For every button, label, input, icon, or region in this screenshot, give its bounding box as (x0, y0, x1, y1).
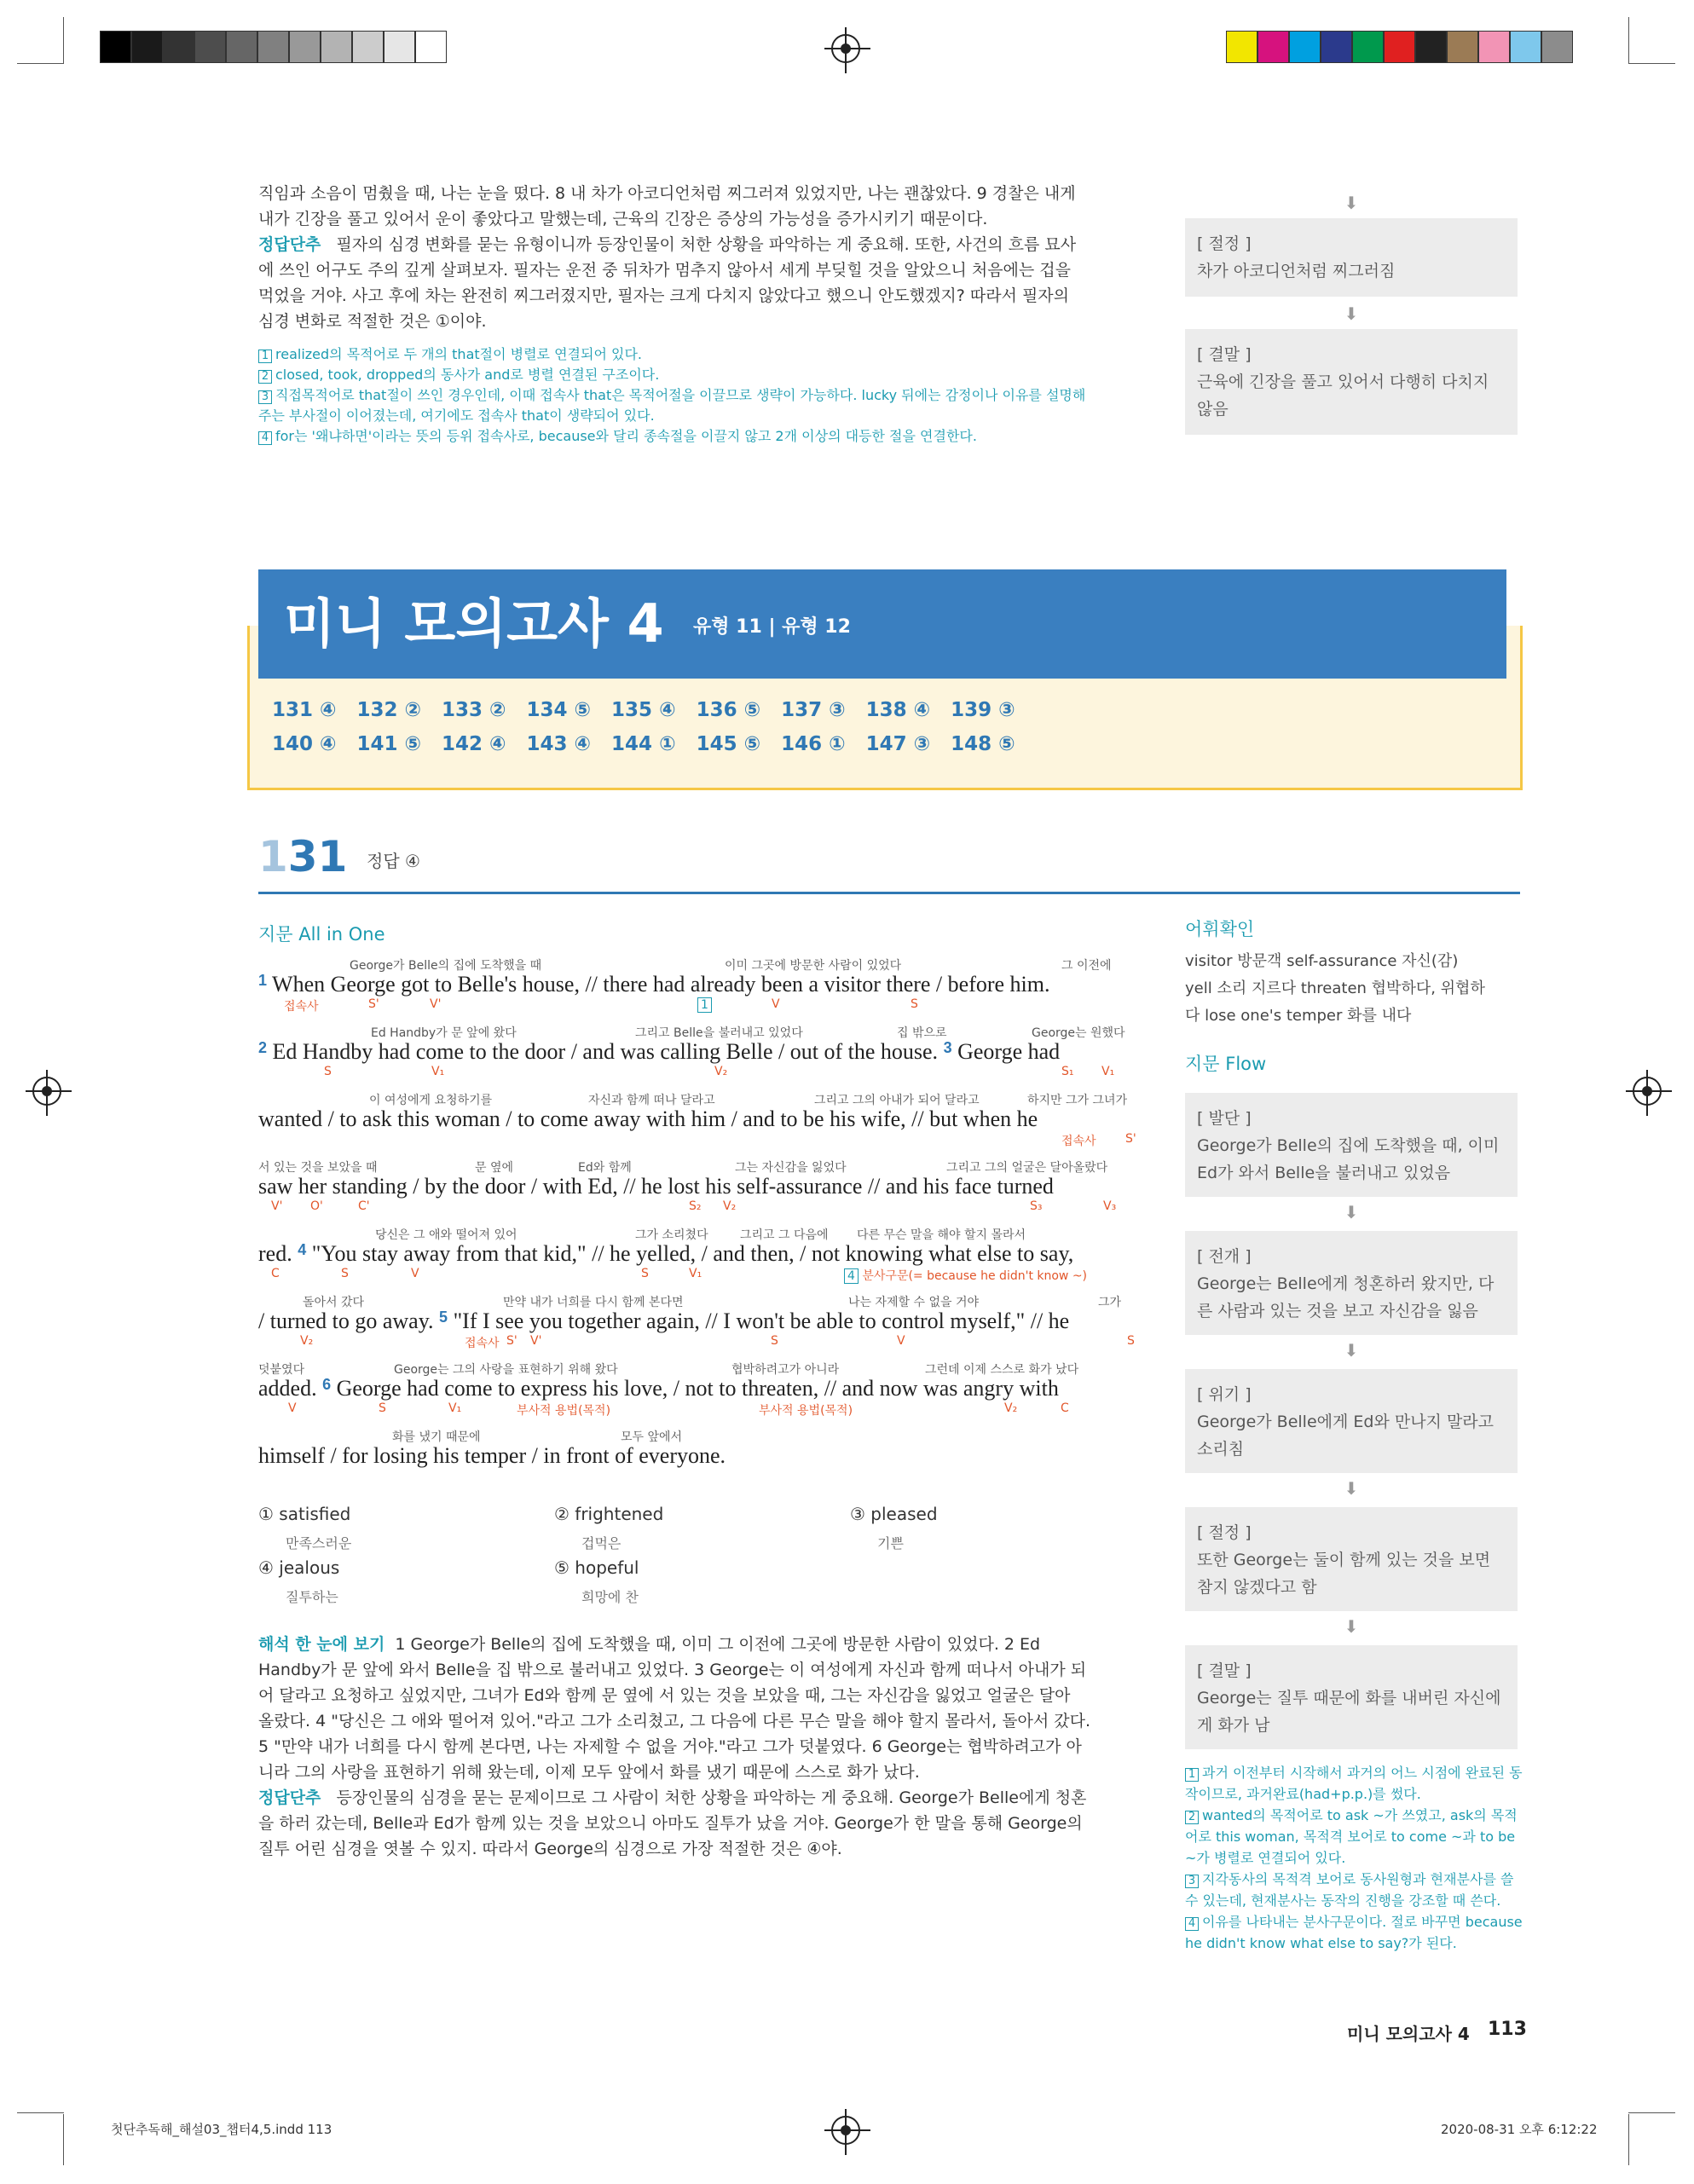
gloss: 나는 자제할 수 없을 거야 (848, 1296, 980, 1309)
grammar-tag: S (379, 1401, 386, 1415)
vocab-title: 어휘확인 (1185, 919, 1255, 939)
flow-box: [ 발단 ] George가 Belle의 집에 도착했을 때, 이미 Ed가 와서 Belle을 불러내고 있었음 (1185, 1093, 1518, 1197)
gloss: 다른 무슨 말을 해야 할지 몰라서 (857, 1228, 1026, 1242)
gray-swatch (384, 31, 415, 63)
gloss: 그 이전에 (1061, 959, 1112, 973)
grammar-tag: S (641, 1267, 649, 1280)
flow-box: [ 결말 ] George는 질투 때문에 화를 내버린 자신에게 화가 남 (1185, 1645, 1518, 1749)
down-arrow-icon: ⬇ (1344, 303, 1359, 324)
gloss: 돌아서 갔다 (303, 1296, 365, 1309)
answer-hint-label: 정답단추 (258, 1788, 321, 1807)
gray-swatch (100, 31, 131, 63)
color-swatch (1384, 31, 1415, 63)
grammar-tag: V (288, 1401, 297, 1415)
color-swatch (1541, 31, 1573, 63)
passage-line: added. $^6$ George had come to express his love, / not to threaten, // and now was angry with (258, 1376, 1059, 1401)
grammar-tag: S (771, 1334, 778, 1348)
crop-mark (1628, 2114, 1629, 2165)
choice-3-meaning: 기쁜 (877, 1535, 904, 1551)
grammar-tag: V₂ (300, 1334, 314, 1348)
down-arrow-icon: ⬇ (1344, 1340, 1359, 1361)
grammar-tag: C' (358, 1199, 370, 1213)
grammar-tag: V (411, 1267, 419, 1280)
question-number: 131 (258, 832, 348, 881)
grammar-tag: C (271, 1267, 280, 1280)
grammar-tag: S₁ (1061, 1065, 1074, 1078)
gloss: 모두 앞에서 (621, 1430, 683, 1444)
registration-mark-icon (1633, 1077, 1662, 1106)
grammar-tag: S (324, 1065, 332, 1078)
grammar-tag: S' (1125, 1132, 1136, 1146)
passage-line: saw her standing / by the door / with Ed, // he lost his self-assurance // and his face turned (258, 1174, 1054, 1199)
top-translation: 직임과 소음이 멈췄을 때, 나는 눈을 떴다. 8 내 차가 아코디언처럼 찌그러져 있었지만, 나는 괜찮았다. 9 경찰은 내게 내가 긴장을 풀고 있어서 운이 좋았다고 말했는데, 근육의 긴장은 증상의 가능성을 증가시키기 때문이다. 정답단추 필자의 심경 변화를 묻는 유형이니까 등장인물이 처한 상황을 파악하는 게 중요해. 또한, 사건의 흐름 묘사 에 쓰인 어구도 주의 깊게 살펴보자. 필자는 운전 중 뒤차가 멈추지 않아서 세게 부딪힐 것을 알았으니 처음에는 겁을 먹었을 거야. 사고 후에 차는 완전히 찌그러졌지만, 필자는 크게 다치지 않았다고 했으니 안도했겠지? 따라서 필자의 심경 변화로 적절한 것은 ①이야. (258, 184, 1077, 331)
gloss: 그리고 그 다음에 (740, 1228, 829, 1242)
grammar-tag: V (897, 1334, 905, 1348)
gloss: 그리고 그의 아내가 되어 달라고 (814, 1094, 980, 1107)
gloss: 화를 냈기 때문에 (392, 1430, 481, 1444)
gloss: George가 Belle의 집에 도착했을 때 (350, 959, 542, 973)
gloss: Ed Handby가 문 앞에 왔다 (371, 1026, 517, 1040)
gloss: 그가 (1098, 1296, 1122, 1309)
gloss: 그런데 이제 스스로 화가 났다 (925, 1363, 1079, 1377)
grammar-note: 주는 부사절이 이어졌는데, 여기에도 접속사 that이 생략되어 있다. (258, 407, 655, 424)
color-swatch (1257, 31, 1289, 63)
gloss: 그는 자신감을 잃었다 (735, 1161, 847, 1175)
down-arrow-icon: ⬇ (1344, 1202, 1359, 1222)
registration-mark-icon (831, 34, 860, 63)
passage-line: / turned to go away. $^5$ "If I see you together again, // I won't be able to control myself," // he (258, 1309, 1070, 1333)
grammar-tag: S₂ (689, 1199, 702, 1213)
side-grammar-note: 1 과거 이전부터 시작해서 과거의 어느 시점에 완료된 동작이므로, 과거완료(had+p.p.)를 썼다. (1185, 1765, 1523, 1802)
choice-3: ③ pleased (850, 1504, 938, 1524)
gray-swatch (321, 31, 352, 63)
grammar-tag: S (1127, 1334, 1135, 1348)
grammar-tag: V₁ (689, 1267, 702, 1280)
grammar-note: 4 for는 '왜냐하면'이라는 뜻의 등위 접속사로, because와 달리 종속절을 이끌지 않고 2개 이상의 대등한 절을 연결한다. (258, 426, 1162, 447)
passage-line: $^2$ Ed Handby had come to the door / and was calling Belle / out of the house. $^3$ George had (258, 1039, 1061, 1064)
gloss: 이미 그곳에 방문한 사람이 있었다 (725, 959, 902, 973)
gray-swatch (415, 31, 447, 63)
grammar-tag: 접속사 (284, 1000, 319, 1014)
down-arrow-icon: ⬇ (1344, 193, 1359, 213)
registration-mark-icon (32, 1077, 61, 1106)
gray-swatch (257, 31, 289, 63)
flow-box: [ 절정 ] 또한 George는 둘이 함께 있는 것을 보면 참지 않겠다고 함 (1185, 1507, 1518, 1611)
gloss: 덧붙였다 (258, 1363, 305, 1377)
passage-line: $^1$ When George got to Belle's house, // there had already been a visitor there / before him. (258, 972, 1050, 997)
grammar-tag: V₂ (714, 1065, 728, 1078)
color-swatch (1478, 31, 1510, 63)
test-banner (258, 569, 1506, 679)
gloss: 협박하려고가 아니라 (731, 1363, 840, 1377)
divider (258, 892, 1520, 894)
color-swatch (1289, 31, 1321, 63)
gloss: 이 여성에게 요청하기를 (369, 1094, 493, 1107)
gray-swatch (194, 31, 226, 63)
choice-5: ⑤ hopeful (554, 1557, 639, 1578)
gray-swatch (226, 31, 257, 63)
footer-title: 미니 모의고사 4 (1347, 2024, 1470, 2044)
grammar-note: 2 closed, took, dropped의 동사가 and로 병렬 연결된 구조이다. (258, 365, 1162, 385)
flow-box: [ 전개 ] George는 Belle에게 청혼하러 왔지만, 다른 사람과 있는 것을 보고 자신감을 잃음 (1185, 1231, 1518, 1335)
translation-block: 해석 한 눈에 보기 1 George가 Belle의 집에 도착했을 때, 이미 그 이전에 그곳에 방문한 사람이 있었다. 2 Ed Handby가 문 앞에 와서 Belle을 집 밖으로 불러내고 있었다. 3 George는 이 여성에게 자신과 함께 떠나서 아내가 되 어 달라고 요청하고 싶었지만, 그녀가 Ed와 함께 문 옆에 서 있는 것을 보았을 때, 그는 자신감을 잃었고 얼굴은 달아 올랐다. 4 "당신은 그 애와 떨어져 있어."라고 그가 소리쳤고, 그 다음에 다른 무슨 말을 해야 할지 몰라서, 돌아서 갔다. 5 "만약 내가 너희를 다시 함께 본다면, 나는 자제할 수 없을 거야."라고 그가 덧붙였다. 6 George는 협박하려고가 아 니라 그의 사랑을 표현하기 위해 왔는데, 이제 모두 앞에서 화를 냈기 때문에 스스로 화가 났다. 정답단추 등장인물의 심경을 묻는 문제이므로 그 사람이 처한 상황을 파악하는 게 중요해. George가 Belle에게 청혼 을 하러 갔는데, Belle과 Ed가 함께 있는 것을 보았으니 아마도 질투가 났을 거야. George가 한 말을 통해 George의 질투 어린 심경을 엿볼 수 있지. 따라서 George의 심경으로 가장 적절한 것은 ④야. (258, 1635, 1091, 1858)
color-swatch (1415, 31, 1447, 63)
gloss: Ed와 함께 (578, 1161, 632, 1175)
grammar-tag: V' (271, 1199, 283, 1213)
answer-row: 140 ④ 141 ⑤ 142 ④ 143 ④ 144 ① 145 ⑤ 146 ① 147 ③ 148 ⑤ (272, 733, 1015, 755)
flow-box-climax: [ 절정 ] 차가 아코디언처럼 찌그러짐 (1185, 218, 1518, 297)
gloss: 그리고 그의 얼굴은 달아올랐다 (946, 1161, 1108, 1175)
question-answer: 정답 ④ (367, 851, 420, 871)
color-swatch (1510, 31, 1541, 63)
crop-mark (1628, 2112, 1675, 2113)
grammar-tag: V₁ (448, 1401, 462, 1415)
side-grammar-note: 2 wanted의 목적어로 to ask ~가 쓰였고, ask의 목적어로 this woman, 목적격 보어로 to come ~과 to be ~가 병렬로 연결되어 있다. (1185, 1807, 1518, 1866)
grammar-tag: S' (506, 1334, 517, 1348)
grammar-note: 3 직접목적어로 that절이 쓰인 경우인데, 이때 접속사 that은 목적어절을 이끌므로 생략이 가능하다. lucky 뒤에는 감정이나 이유를 설명해 (258, 385, 1162, 406)
grammar-tag: O' (310, 1199, 323, 1213)
gloss: 자신과 함께 떠나 달라고 (588, 1094, 715, 1107)
down-arrow-icon: ⬇ (1344, 1616, 1359, 1637)
down-arrow-icon: ⬇ (1344, 1478, 1359, 1499)
grammar-tag: 부사적 용법(목적) (759, 1404, 853, 1418)
gloss: 그가 소리쳤다 (635, 1228, 708, 1242)
crop-mark (63, 2114, 64, 2165)
gray-swatch (289, 31, 321, 63)
grammar-tag: 부사적 용법(목적) (517, 1404, 611, 1418)
gray-swatch (352, 31, 384, 63)
gloss: 만약 내가 너희를 다시 함께 본다면 (503, 1296, 684, 1309)
gloss: 하지만 그가 그녀가 (1027, 1094, 1128, 1107)
flow-box: [ 위기 ] George가 Belle에게 Ed와 만나지 말라고 소리침 (1185, 1369, 1518, 1473)
choice-1-meaning: 만족스러운 (286, 1535, 352, 1551)
grammar-tag: 접속사 (465, 1337, 500, 1350)
gloss: 문 옆에 (475, 1161, 514, 1175)
grammar-tag: V₁ (1101, 1065, 1115, 1078)
translation-label: 해석 한 눈에 보기 (258, 1635, 385, 1654)
gloss: 당신은 그 애와 떨어져 있어 (375, 1228, 517, 1242)
answer-row: 131 ④ 132 ② 133 ② 134 ⑤ 135 ④ 136 ⑤ 137 ③ 138 ④ 139 ③ (272, 699, 1015, 721)
choice-4: ④ jealous (258, 1557, 340, 1578)
gray-swatch (131, 31, 163, 63)
crop-mark (63, 17, 64, 64)
side-grammar-note: 3 지각동사의 목적격 보어로 동사원형과 현재분사를 쓸 수 있는데, 현재분사는 동작의 진행을 강조할 때 쓴다. (1185, 1871, 1514, 1909)
choice-4-meaning: 질투하는 (286, 1589, 338, 1605)
grammar-tag: V₃ (1103, 1199, 1117, 1213)
grammar-tag: V₁ (431, 1065, 445, 1078)
color-swatch (1226, 31, 1257, 63)
answer-label: 정답단추 (258, 235, 321, 254)
gloss: 서 있는 것을 보았을 때 (258, 1161, 378, 1175)
registration-mark-icon (831, 2116, 860, 2145)
grammar-notes (258, 344, 1162, 447)
grammar-tag: C (1061, 1401, 1069, 1415)
side-grammar-notes (1185, 1762, 1526, 1954)
gray-swatch (163, 31, 194, 63)
grammar-tag: 4 분사구문(= because he didn't know ~) (844, 1267, 1087, 1284)
note-ref: 1 (697, 997, 712, 1013)
passage-line: himself / for losing his temper / in front of everyone. (258, 1443, 726, 1468)
grammar-note: 1 realized의 목적어로 두 개의 that절이 병렬로 연결되어 있다. (258, 344, 1162, 365)
date-slug: 2020-08-31 오후 6:12:22 (1441, 2122, 1598, 2137)
banner-title: 미니 모의고사 4 (284, 592, 664, 655)
gloss: George는 그의 사랑을 표현하기 위해 왔다 (394, 1363, 618, 1377)
grammar-tag: V' (430, 997, 442, 1011)
choice-2: ② frightened (554, 1504, 664, 1524)
page-number: 113 (1488, 2019, 1527, 2040)
flow-box-ending: [ 결말 ] 근육에 긴장을 풀고 있어서 다행히 다치지 않음 (1185, 329, 1518, 435)
flow-title: 지문 Flow (1185, 1054, 1267, 1074)
gloss: 집 밖으로 (897, 1026, 947, 1040)
grammar-tag: 접속사 (1061, 1135, 1096, 1148)
grammar-tag: V₂ (723, 1199, 737, 1213)
crop-mark (1628, 17, 1629, 64)
choice-2-meaning: 겁먹은 (581, 1535, 622, 1551)
grammar-tag: S (911, 997, 918, 1011)
color-swatch (1352, 31, 1384, 63)
section-title: 지문 All in One (258, 924, 385, 945)
file-slug: 첫단추독해_해설03_챕터4,5.indd 113 (111, 2122, 332, 2137)
crop-mark (17, 2112, 64, 2113)
grammar-tag: S' (368, 997, 379, 1011)
grammar-tag: V₂ (1004, 1401, 1018, 1415)
passage-line: red. $^4$ "You stay away from that kid," // he yelled, / and then, / not knowing what else to say, (258, 1241, 1074, 1266)
gloss: George는 원했다 (1032, 1026, 1125, 1040)
grammar-tag: V' (530, 1334, 542, 1348)
crop-mark (17, 63, 64, 64)
grammar-tag: S (341, 1267, 349, 1280)
side-grammar-note: 4 이유를 나타내는 분사구문이다. 절로 바꾸면 because he didn't know what else to say?가 된다. (1185, 1914, 1523, 1951)
grammar-tag: S₃ (1030, 1199, 1043, 1213)
vocab-list: visitor 방문객 self-assurance 자신(감) yell 소리 지르다 threaten 협박하다, 위협하 다 lose one's temper 화를 내다 (1185, 952, 1485, 1025)
choice-1: ① satisfied (258, 1504, 351, 1524)
banner-subtitle: 유형 11 | 유형 12 (693, 616, 851, 638)
gloss: 그리고 Belle을 불러내고 있었다 (635, 1026, 803, 1040)
grammar-tag: V (772, 997, 780, 1011)
color-swatch (1321, 31, 1352, 63)
passage-line: wanted / to ask this woman / to come away with him / and to be his wife, // but when he (258, 1106, 1038, 1131)
crop-mark (1628, 63, 1675, 64)
color-swatch (1447, 31, 1478, 63)
choice-5-meaning: 희망에 찬 (581, 1589, 639, 1605)
